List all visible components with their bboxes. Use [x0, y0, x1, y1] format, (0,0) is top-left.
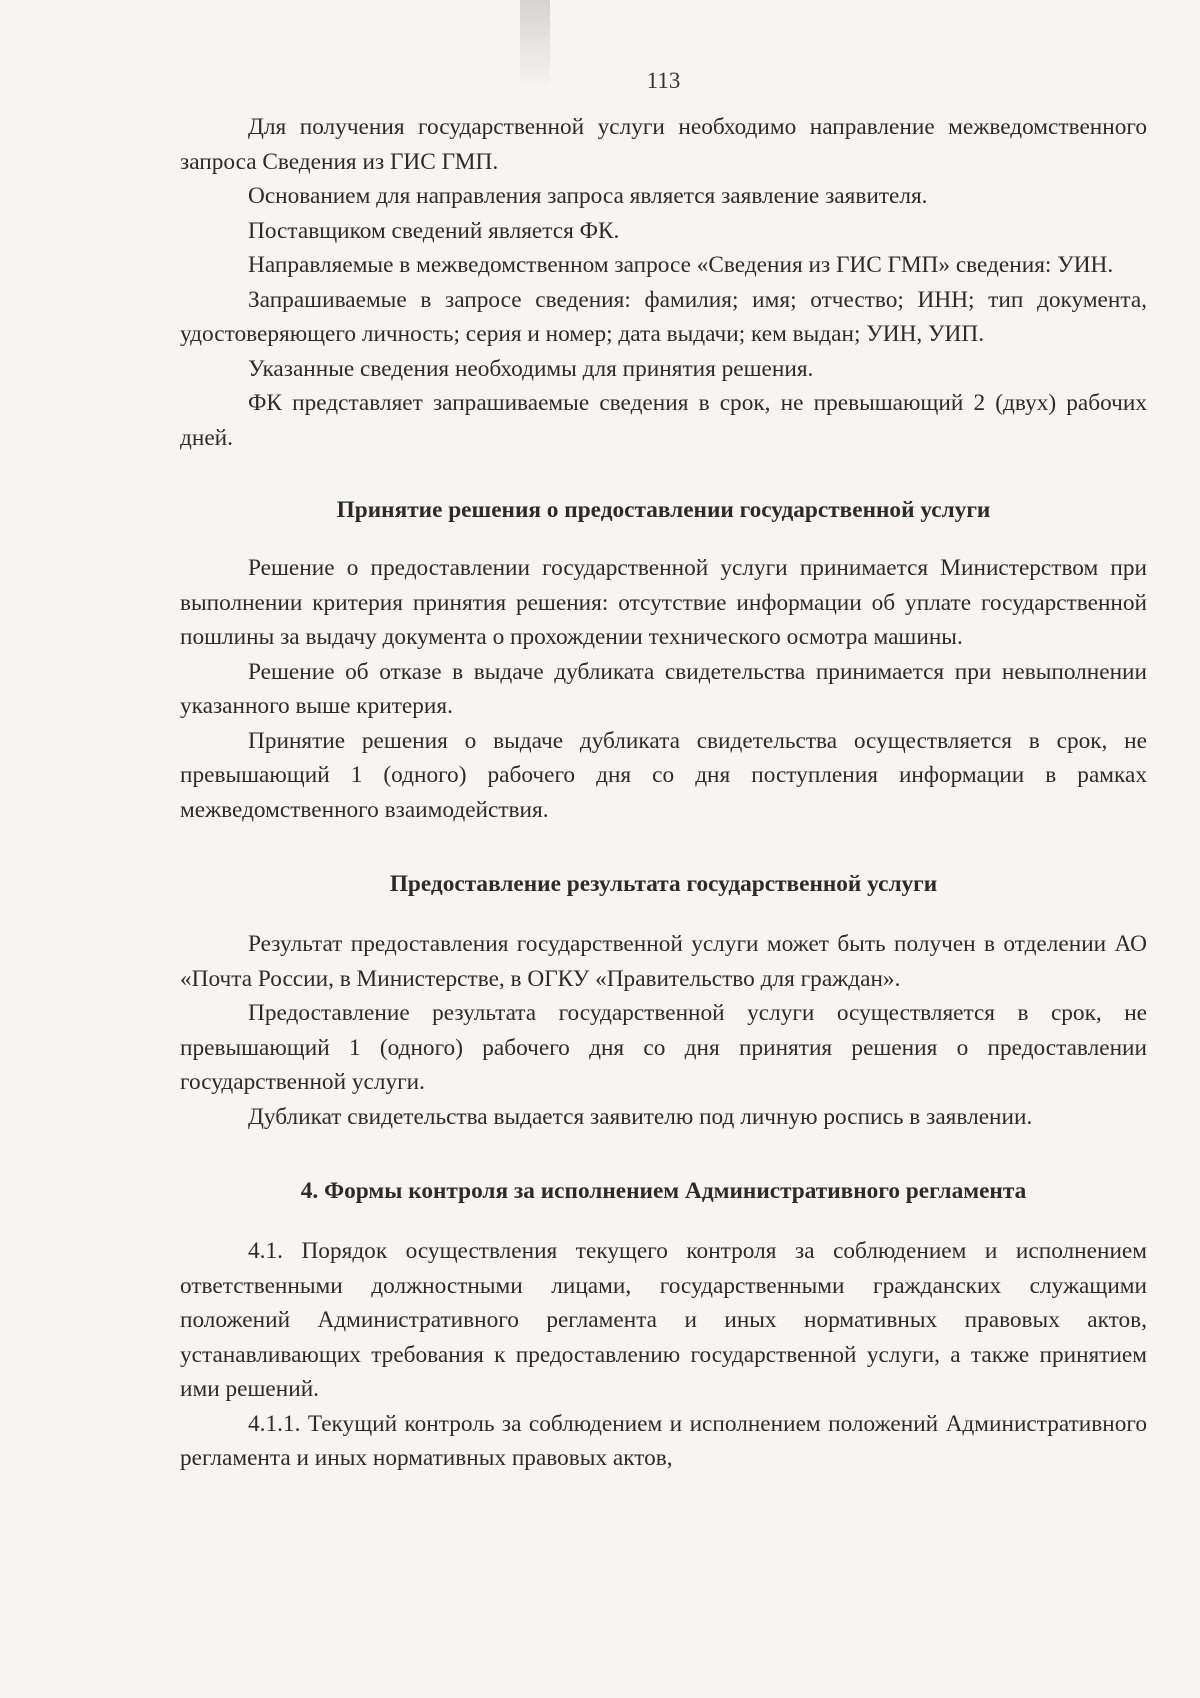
paragraph: Решение о предоставлении государственной услуги принимается Министерством при выполнении критерия принятия решения: отсутствие информации об уплате государственной пошлины за выдачу документа о прохождении технического осмотра машины.	[180, 555, 1147, 650]
paragraph: Основанием для направления запроса является заявление заявителя.	[248, 183, 928, 209]
section-heading-decision: Принятие решения о предоставлении государственной услуги	[336, 497, 991, 523]
paragraph: Запрашиваемые в запросе сведения: фамилия; имя; отчество; ИНН; тип документа, удостоверяющего личность; серия и номер; дата выдачи; кем выдан; УИН, УИП.	[180, 286, 1147, 347]
section-heading-control: 4. Формы контроля за исполнением Административного регламента	[300, 1178, 1027, 1204]
paragraph: Предоставление результата государственной услуги осуществляется в срок, не превышающий 1 (одного) рабочего дня со дня принятия решения о предоставлении государственной услуги.	[180, 1000, 1147, 1095]
paragraph: Принятие решения о выдаче дубликата свидетельства осуществляется в срок, не превышающий 1 (одного) рабочего дня со дня поступления информации в рамках межведомственного взаимодействия.	[180, 727, 1147, 823]
paragraph: Результат предоставления государственной услуги может быть получен в отделении АО «Почта России, в Министерстве, в ОГКУ «Правительство для граждан».	[180, 931, 1147, 992]
paragraph: Дубликат свидетельства выдается заявителю под личную роспись в заявлении.	[248, 1103, 1033, 1130]
paragraph: 4.1.1. Текущий контроль за соблюдением и исполнением положений Административного регламента и иных нормативных правовых актов,	[180, 1410, 1147, 1471]
paragraph: Решение об отказе в выдаче дубликата свидетельства принимается при невыполнении указанного выше критерия.	[180, 658, 1147, 719]
section-control	[180, 1234, 1147, 1476]
paragraph: Направляемые в межведомственном запросе «Сведения из ГИС ГМП» сведения: УИН.	[248, 252, 1114, 278]
paragraph: 4.1. Порядок осуществления текущего контроля за соблюдением и исполнением ответственными должностными лицами, государственными гражданских служащими положений Административного регламента и иных нормативных правовых актов, устанавливающих требования к предоставлению государственной услуги, а также принятием ими решений.	[180, 1238, 1147, 1402]
paragraph: Поставщиком сведений является ФК.	[248, 217, 620, 244]
section-heading-result: Предоставление результата государственной услуги	[389, 871, 938, 897]
paragraph: Для получения государственной услуги необходимо направление межведомственного запроса Сведения из ГИС ГМП.	[180, 114, 1147, 175]
page-number: 113	[646, 68, 681, 93]
section-interagency-request	[180, 110, 1147, 455]
section-result	[180, 927, 1147, 1134]
paragraph: ФК представляет запрашиваемые сведения в срок, не превышающий 2 (двух) рабочих дней.	[180, 390, 1147, 451]
section-decision	[180, 551, 1147, 827]
paragraph: Указанные сведения необходимы для принятия решения.	[248, 355, 814, 382]
